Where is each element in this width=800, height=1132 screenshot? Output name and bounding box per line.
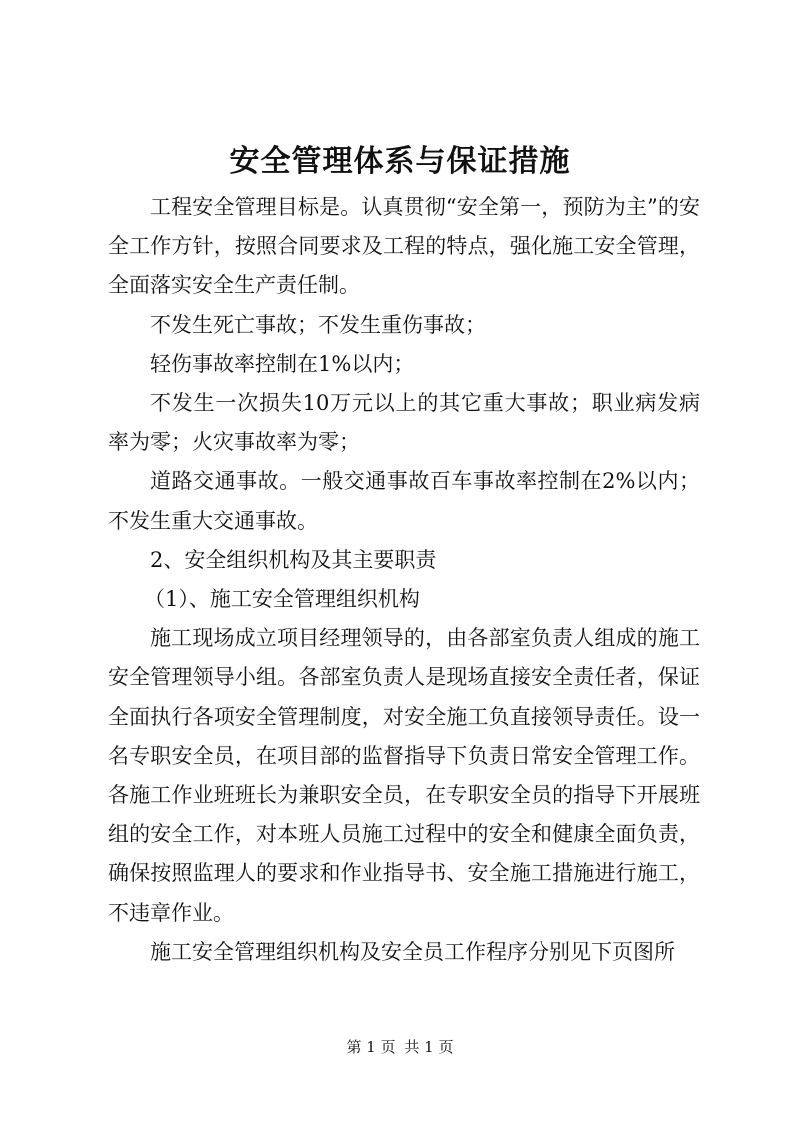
paragraph-no-major-accidents: 不发生一次损失10万元以上的其它重大事故；职业病发病率为零；火灾事故率为零； [108, 391, 700, 455]
page-number: 第 1 页 [346, 1038, 396, 1056]
paragraph-see-next-page: 施工安全管理组织机构及安全员工作程序分别见下页图所 [150, 939, 675, 964]
paragraph-safety-goal: 工程安全管理目标是。认真贯彻“安全第一，预防为主”的安全工作方针，按照合同要求及工程的特点，强化施工安全管理，全面落实安全生产责任制。 [108, 195, 700, 298]
page-footer [0, 1037, 800, 1057]
page-total: 共 1 页 [404, 1038, 454, 1056]
document-title: 安全管理体系与保证措施 [229, 144, 571, 179]
paragraph-minor-injury-rate: 轻伤事故率控制在1%以内； [150, 351, 415, 376]
subsection-heading-organization: （1）、施工安全管理组织机构 [144, 587, 420, 612]
paragraph-no-fatal-accidents: 不发生死亡事故；不发生重伤事故； [150, 312, 486, 337]
section-heading-organization: 2、安全组织机构及其主要职责 [150, 547, 437, 572]
paragraph-organization-detail: 施工现场成立项目经理领导的，由各部室负责人组成的施工安全管理领导小组。各部室负责人是现场直接安全责任者，保证全面执行各项安全管理制度，对安全施工负直接领导责任。设一名专职安全员，在项目部的监督指导下负责日常安全管理工作。各施工作业班班长为兼职安全员，在专职安全员的指导下开展班组的安全工作，对本班人员施工过程中的安全和健康全面负责，确保按照监理人的要求和作业指导书、安全施工措施进行施工，不违章作业。 [108, 626, 700, 925]
document-body [108, 188, 700, 972]
paragraph-traffic-accidents: 道路交通事故。一般交通事故百车事故率控制在2%以内；不发生重大交通事故。 [108, 469, 700, 533]
